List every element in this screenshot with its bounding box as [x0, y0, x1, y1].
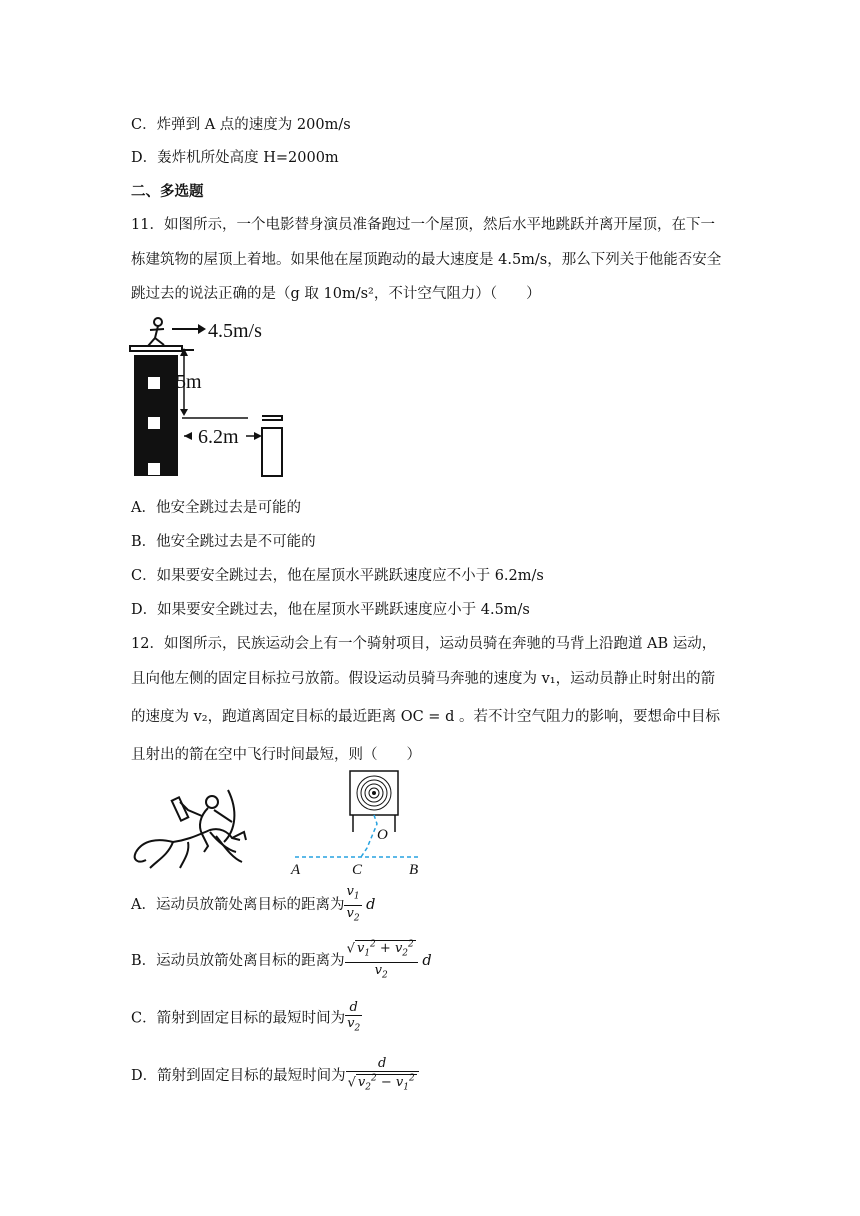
label-c: C: [352, 862, 363, 878]
right-building: [262, 416, 282, 420]
label-o: O: [377, 827, 388, 843]
q11-stem-line2: 栋建筑物的屋顶上着地。如果他在屋顶跑动的最大速度是 4.5m/s，那么下列关于他能否安全: [131, 252, 722, 268]
q11-stem-line1: 11．如图所示，一个电影替身演员准备跑过一个屋顶，然后水平地跳跃并离开屋顶，在下一: [131, 217, 715, 233]
left-building: [134, 355, 178, 476]
formula-a: $\frac{v_1}{v_2}$: [346, 884, 360, 924]
q12-option-b: B．运动员放箭处离目标的距离为 $\frac{√ v_1^2 + v_2^2}{v_2}$ d: [131, 938, 432, 984]
q12-option-d: D．箭射到固定目标的最短时间为 $\frac{d}{√ v_2^2 - v_1^2}$: [131, 1056, 419, 1096]
gap-label: 6.2m: [198, 426, 239, 448]
q11-option-a: A．他安全跳过去是可能的: [131, 500, 301, 516]
q12-target-figure: [285, 768, 445, 878]
height-label: 5m: [176, 371, 202, 393]
q11-option-c: C．如果要安全跳过去，他在屋顶水平跳跃速度应不小于 6.2m/s: [131, 568, 544, 584]
q11-stem-line3: 跳过去的说法正确的是（g 取 10m/s²，不计空气阻力）（ ）: [131, 286, 541, 302]
label-b: B: [409, 862, 419, 878]
label-a: A: [291, 862, 301, 878]
horse-rider-icon: [128, 780, 253, 880]
q12-stem-line4: 且射出的箭在空中飞行时间最短，则（ ）: [131, 747, 421, 763]
formula-b: $\frac{√ v_1^2 + v_2^2}{v_2}$: [345, 938, 418, 984]
q12-stem-line2: 且向他左侧的固定目标拉弓放箭。假设运动员骑马奔驰的速度为 v₁，运动员静止时射出的箭: [131, 671, 716, 687]
formula-d: $\frac{d}{√ v_2^2 - v_1^2}$: [346, 1056, 419, 1096]
section-title: 二、多选题: [131, 183, 204, 200]
q12-stem-line1: 12．如图所示，民族运动会上有一个骑射项目，运动员骑在奔驰的马背上沿跑道 AB 运动，: [131, 636, 717, 652]
q12-option-c: C．箭射到固定目标的最短时间为 $\frac{d}{v_2}$: [131, 1000, 362, 1037]
q10-option-c: C．炸弹到 A 点的速度为 200m/s: [131, 117, 351, 133]
q10-option-d: D．轰炸机所处高度 H=2000m: [131, 150, 339, 166]
q12-stem-line3: 的速度为 v₂，跑道离固定目标的最近距离 OC = d 。若不计空气阻力的影响，要想命中目标: [131, 709, 720, 725]
formula-c: $\frac{d}{v_2}$: [347, 1000, 361, 1034]
speed-label: 4.5m/s: [208, 320, 262, 342]
q11-option-d: D．如果要安全跳过去，他在屋顶水平跳跃速度应小于 4.5m/s: [131, 602, 530, 618]
q11-option-b: B．他安全跳过去是不可能的: [131, 534, 316, 550]
q11-figure: [128, 312, 308, 480]
q12-option-a: A．运动员放箭处离目标的距离为 $\frac{v_1}{v_2}$ d: [131, 884, 375, 926]
runner-icon: [148, 318, 164, 346]
